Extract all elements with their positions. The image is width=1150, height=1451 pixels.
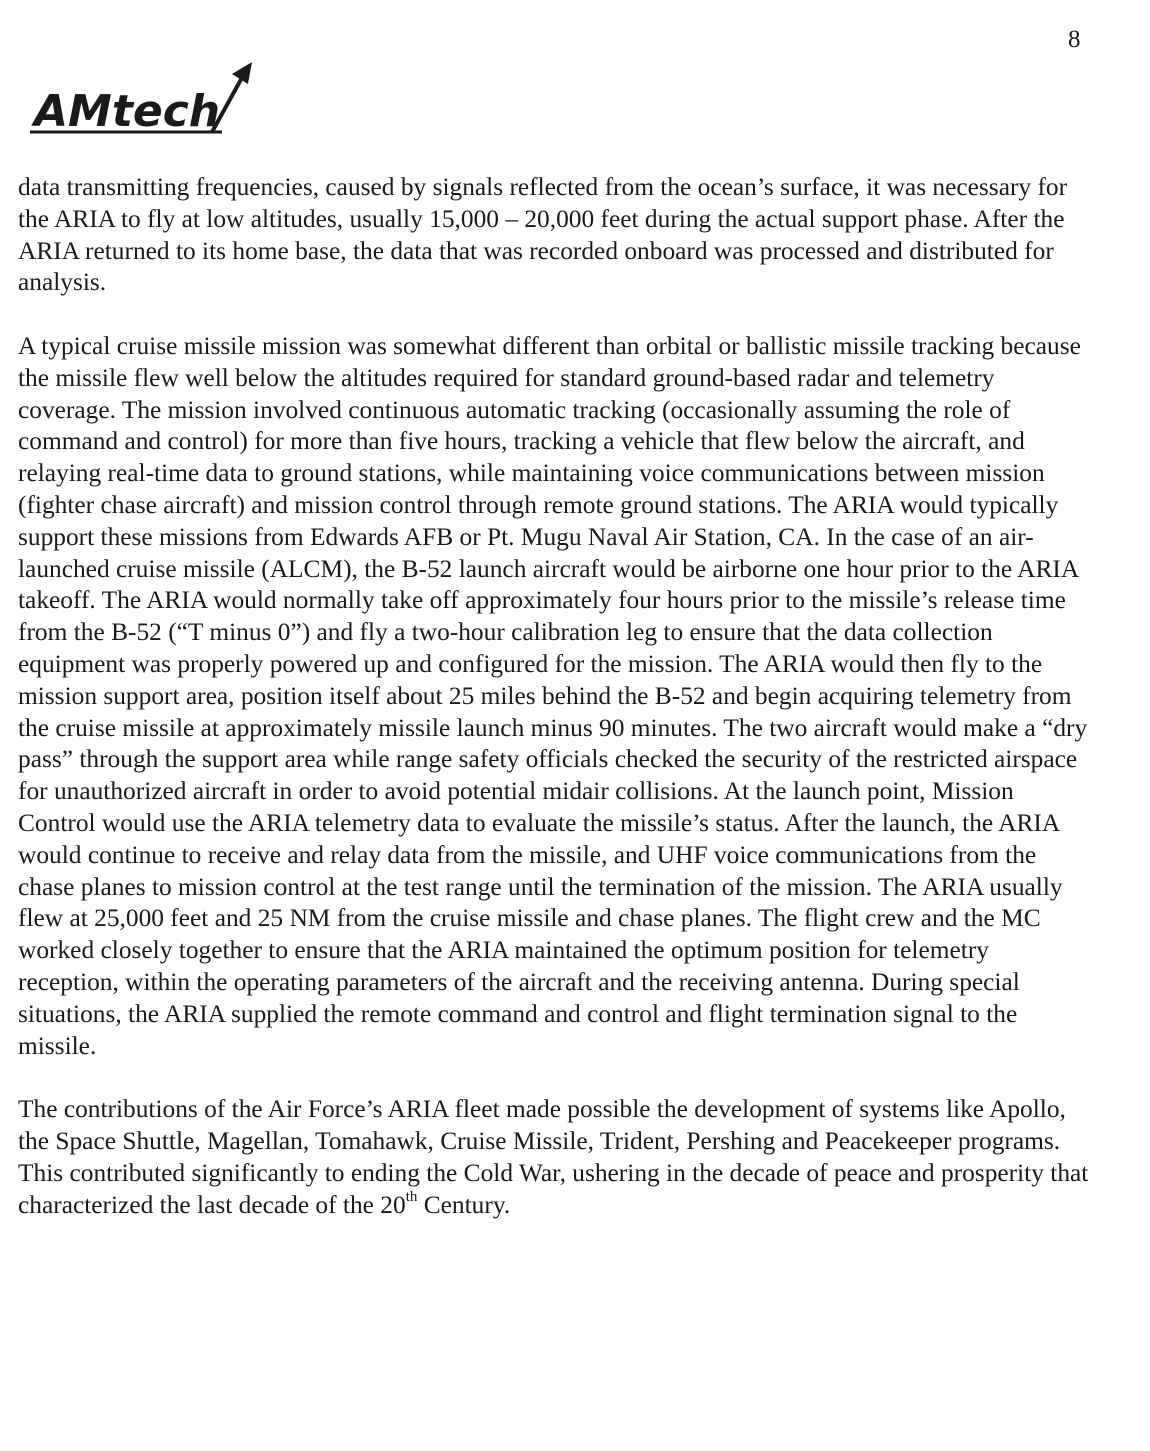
page-number: 8: [1068, 26, 1081, 53]
paragraph-cruise-missile-mission: A typical cruise missile mission was somewhat different than orbital or ballistic missile tracking because the missile flew well below the altitudes required for standard ground-based radar and telemetry coverage. The mission involved continuous automatic tracking (occasionally assuming the role of command and control) for more than five hours, tracking a vehicle that flew below the aircraft, and relaying real-time data to ground stations, while maintaining voice communications between mission (fighter chase aircraft) and mission control through remote ground stations. The ARIA would typically support these missions from Edwards AFB or Pt. Mugu Naval Air Station, CA. In the case of an air-launched cruise missile (ALCM), the B-52 launch aircraft would be airborne one hour prior to the ARIA takeoff. The ARIA would normally take off approximately four hours prior to the missile’s release time from the B-52 (“T minus 0”) and fly a two-hour calibration leg to ensure that the data collection equipment was properly powered up and configured for the mission. The ARIA would then fly to the mission support area, position itself about 25 miles behind the B-52 and begin acquiring telemetry from the cruise missile at approximately missile launch minus 90 minutes. The two aircraft would make a “dry pass” through the support area while range safety officials checked the security of the restricted airspace for unauthorized aircraft in order to avoid potential midair collisions. At the launch point, Mission Control would use the ARIA telemetry data to evaluate the missile’s status. After the launch, the ARIA would continue to receive and relay data from the missile, and UHF voice communications from the chase planes to mission control at the test range until the termination of the mission. The ARIA usually flew at 25,000 feet and 25 NM from the cruise missile and chase planes. The flight crew and the MC worked closely together to ensure that the ARIA maintained the optimum position for telemetry reception, within the operating parameters of the aircraft and the receiving antenna. During special situations, the ARIA supplied the remote command and control and flight termination signal to the missile.: [18, 331, 1088, 1060]
logo-text: AMtech: [34, 86, 221, 137]
paragraph-contributions: [18, 1094, 1093, 1221]
contributions-text: The contributions of the Air Force’s ARIA fleet made possible the development of systems like Apollo, the Space Shuttle, Magellan, Tomahawk, Cruise Missile, Trident, Pershing and Peacekeeper programs. This contributed significantly to ending the Cold War, ushering in the decade of peace and prosperity that characterized the last decade of the 20: [18, 1095, 1089, 1219]
contributions-text-end: Century.: [417, 1190, 511, 1219]
ordinal-superscript: th: [405, 1189, 418, 1206]
document-body: [18, 172, 1093, 1253]
amtech-logo: [26, 60, 266, 140]
amtech-arrow-icon: [26, 60, 266, 140]
paragraph-continuation: data transmitting frequencies, caused by signals reflected from the ocean’s surface, it was necessary for the ARIA to fly at low altitudes, usually 15,000 – 20,000 feet during the actual support phase. After the ARIA returned to its home base, the data that was recorded onboard was processed and distributed for analysis.: [18, 173, 1068, 297]
